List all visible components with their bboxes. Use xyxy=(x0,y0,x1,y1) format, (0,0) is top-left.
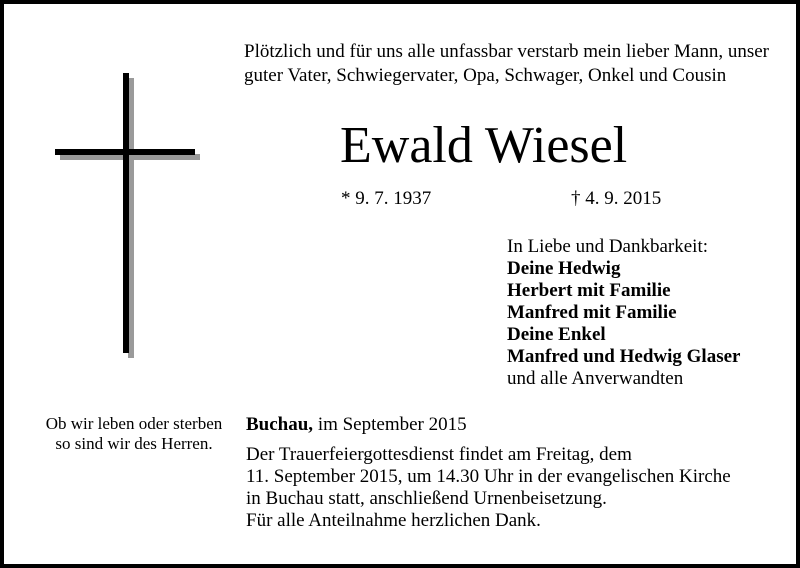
service-line: in Buchau statt, anschließend Urnenbeisetzung. xyxy=(246,488,607,509)
place-date: im September 2015 xyxy=(313,414,467,435)
deceased-name: Ewald Wiesel xyxy=(340,117,628,174)
service-line: 11. September 2015, um 14.30 Uhr in der evangelischen Kirche xyxy=(246,466,731,487)
service-line: Für alle Anteilnahme herzlichen Dank. xyxy=(246,510,541,531)
mourners-closing: und alle Anverwandten xyxy=(507,368,684,389)
mourner-name: Herbert mit Familie xyxy=(507,280,671,301)
mourners-block xyxy=(507,236,740,390)
cross-icon xyxy=(52,72,202,362)
place-date-line xyxy=(246,413,467,437)
service-info xyxy=(246,444,786,532)
mourner-name: Deine Hedwig xyxy=(507,258,621,279)
mourner-name: Deine Enkel xyxy=(507,324,606,345)
service-line: Der Trauerfeiergottesdienst findet am Freitag, dem xyxy=(246,444,632,465)
death-date: † 4. 9. 2015 xyxy=(571,188,662,209)
mourner-name: Manfred mit Familie xyxy=(507,302,677,323)
mourners-intro: In Liebe und Dankbarkeit: xyxy=(507,236,709,257)
mourner-name: Manfred und Hedwig Glaser xyxy=(507,346,741,367)
place-town: Buchau, xyxy=(246,414,314,435)
birth-date: * 9. 7. 1937 xyxy=(341,188,432,209)
bible-verse: Ob wir leben oder sterben so sind wir des Herren. xyxy=(45,414,223,453)
intro-text: Plötzlich und für uns alle unfassbar verstarb mein lieber Mann, unser guter Vater, Schwiegervater, Opa, Schwager, Onkel und Cousin xyxy=(244,41,769,86)
